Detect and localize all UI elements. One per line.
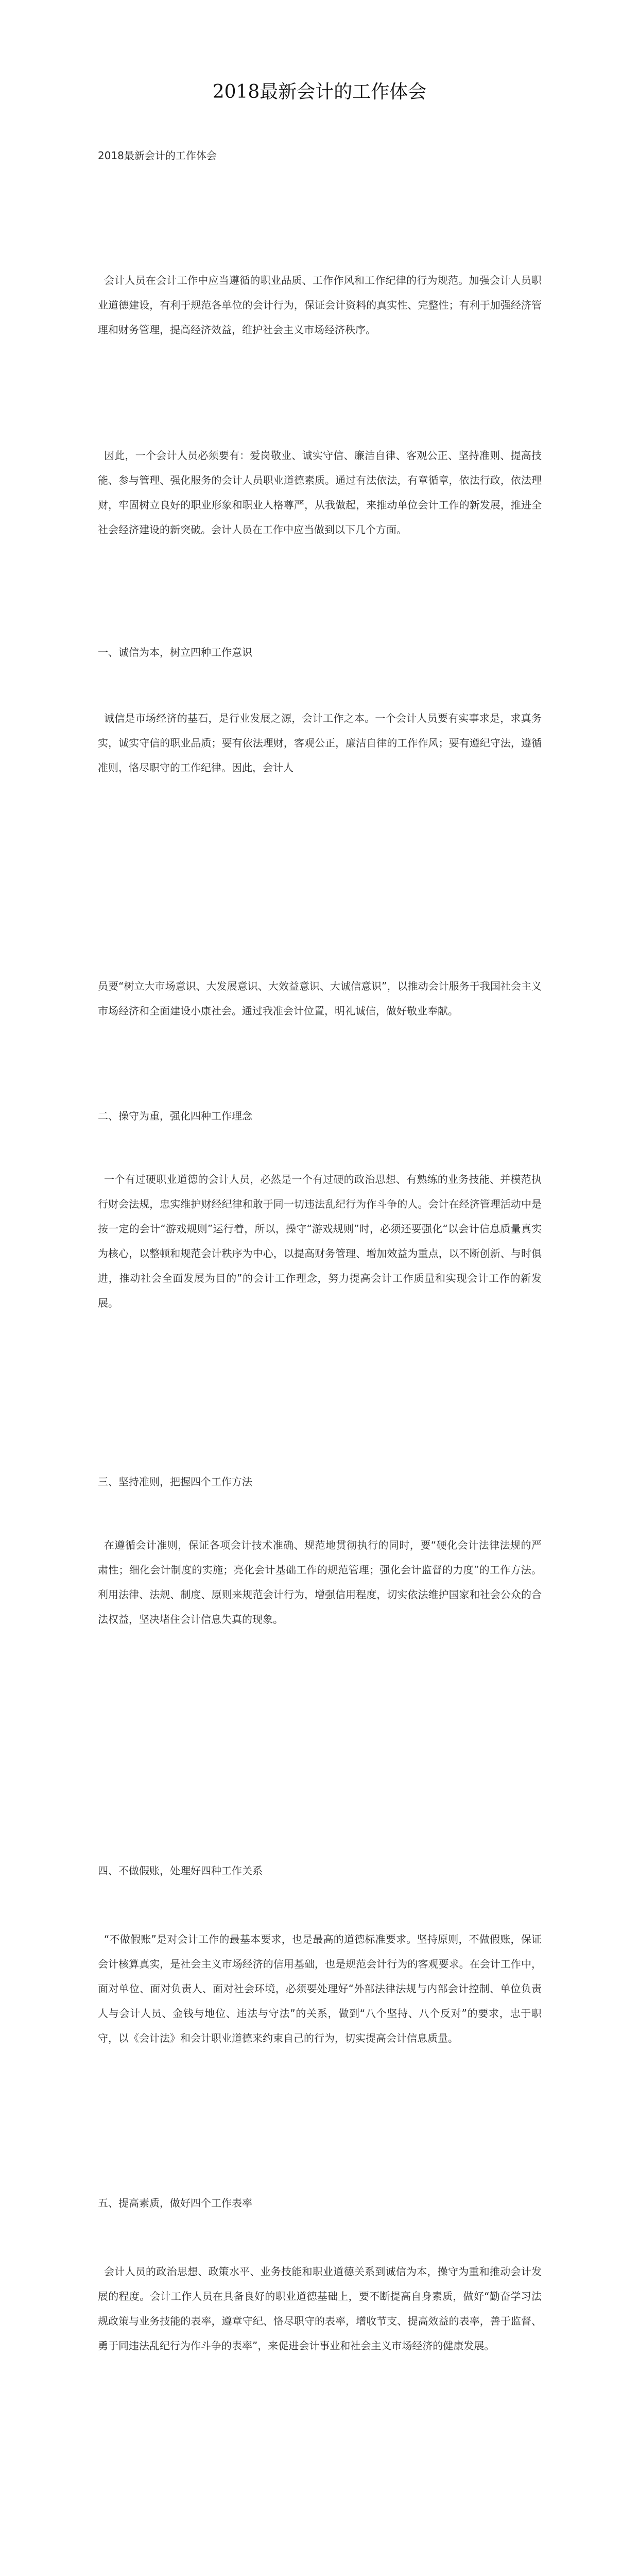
document-title: 2018最新会计的工作体会 xyxy=(212,81,427,103)
section-heading-4: 四、不做假账，处理好四种工作关系 xyxy=(98,1865,263,1877)
subtitle: 2018最新会计的工作体会 xyxy=(98,149,217,162)
section-heading-1: 一、诚信为本，树立四种工作意识 xyxy=(98,646,252,658)
paragraph-integrity: 诚信是市场经济的基石，是行业发展之源，会计工作之本。一个会计人员要有实事求是，求真务实，诚实守信的职业品质；要有依法理财，客观公正，廉洁自律的工作作风；要有遵纪守法，遵循准则，恪尽职守的工作纪律。因此，会计人 xyxy=(98,712,542,774)
paragraph-requirements: 因此，一个会计人员必须要有：爱岗敬业、诚实守信、廉洁自律、客观公正、坚持准则、提高技能、参与管理、强化服务的会计人员职业道德素质。通过有法依法，有章循章，依法行政，依法理财，牢固树立良好的职业形象和职业人格尊严，从我做起，来推动单位会计工作的新发展，推进全社会经济建设的新突破。会计人员在工作中应当做到以下几个方面。 xyxy=(98,449,542,536)
paragraph-no-false-accounts: “不做假账”是对会计工作的最基本要求，也是最高的道德标准要求。坚持原则，不做假账，保证会计核算真实，是社会主义市场经济的信用基础，也是规范会计行为的客观要求。在会计工作中，面对单位、面对负责人、面对社会环境，必须要处理好“外部法律法规与内部会计控制、单位负责人与会计人员、金钱与地位、违法与守法”的关系，做到“八个坚持、八个反对”的要求，忠于职守，以《会计法》和会计职业道德来约束自己的行为，切实提高会计信息质量。 xyxy=(98,1933,542,2044)
section-heading-2: 二、操守为重，强化四种工作理念 xyxy=(98,1110,252,1122)
paragraph-intro: 会计人员在会计工作中应当遵循的职业品质、工作作风和工作纪律的行为规范。加强会计人员职业道德建设，有利于规范各单位的会计行为，保证会计资料的真实性、完整性；有利于加强经济管理和财务管理，提高经济效益，维护社会主义市场经济秩序。 xyxy=(98,274,542,336)
section-heading-3: 三、坚持准则，把握四个工作方法 xyxy=(98,1476,252,1488)
section-heading-5: 五、提高素质，做好四个工作表率 xyxy=(98,2197,252,2209)
paragraph-standards: 在遵循会计准则，保证各项会计技术准确、规范地贯彻执行的同时，要“硬化会计法律法规的严肃性；细化会计制度的实施；亮化会计基础工作的规范管理；强化会计监督的力度”的工作方法。利用法律、法规、制度、原则来规范会计行为，增强信用程度，切实依法维护国家和社会公众的合法权益，坚决堵住会计信息失真的现象。 xyxy=(98,1539,542,1625)
paragraph-integrity-continued: 员要“树立大市场意识、大发展意识、大效益意识、大诚信意识”，以推动会计服务于我国社会主义市场经济和全面建设小康社会。通过我准会计位置，明礼诚信，做好敬业奉献。 xyxy=(98,980,542,1017)
paragraph-ethics: 一个有过硬职业道德的会计人员，必然是一个有过硬的政治思想、有熟练的业务技能、并模范执行财会法规，忠实维护财经纪律和敢于同一切违法乱纪行为作斗争的人。会计在经济管理活动中是按一定的会计“游戏规则”运行着，所以，操守“游戏规则”时，必须还要强化“以会计信息质量真实为核心，以整顿和规范会计秩序为中心，以提高财务管理、增加效益为重点，以不断创新、与时俱进，推动社会全面发展为目的”的会计工作理念，努力提高会计工作质量和实现会计工作的新发展。 xyxy=(98,1173,542,1309)
paragraph-quality: 会计人员的政治思想、政策水平、业务技能和职业道德关系到诚信为本，操守为重和推动会计发展的程度。会计工作人员在具备良好的职业道德基础上，要不断提高自身素质，做好“勤奋学习法规政策与业务技能的表率，遵章守纪、恪尽职守的表率，增收节支、提高效益的表率，善于监督、勇于同违法乱纪行为作斗争的表率”，来促进会计事业和社会主义市场经济的健康发展。 xyxy=(98,2265,542,2352)
